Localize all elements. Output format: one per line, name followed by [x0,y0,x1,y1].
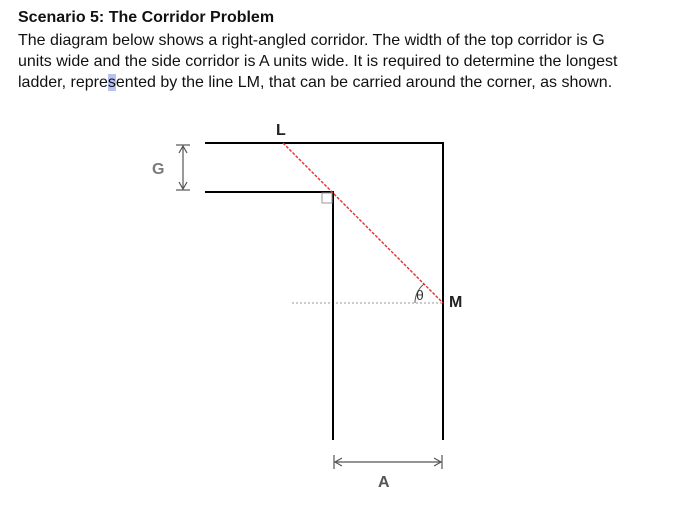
line-3-end: ented by the line LM, that can be carried around the corner, as shown. [115,74,613,91]
outer-wall [205,143,443,440]
width-g-dimension [176,145,190,190]
line-3-start: ladder, repre [18,74,108,91]
ladder-line-lm [283,143,443,303]
label-a: A [378,474,390,491]
inner-wall [205,192,333,440]
label-g: G [152,161,165,178]
inner-corner-marker [322,193,332,203]
page-title: Scenario 5: The Corridor Problem [18,9,275,26]
angle-theta-label: θ [416,287,424,303]
width-a-dimension [334,455,442,469]
description-line-2: units wide and the side corridor is A units wide. It is required to determine the longest [18,53,618,70]
label-l: L [276,122,286,139]
description-line-1: The diagram below shows a right-angled corridor. The width of the top corridor is G [18,32,605,49]
text-selection-highlight: s [107,74,116,91]
label-m: M [449,294,463,311]
